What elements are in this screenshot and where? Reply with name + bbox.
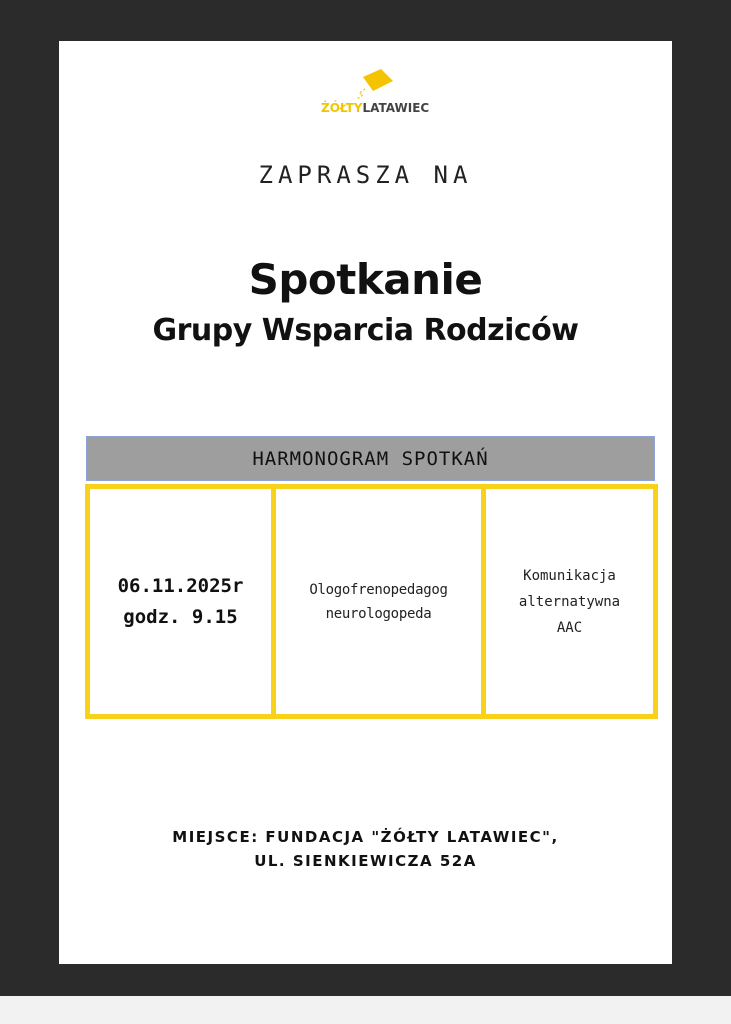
logo: [321, 67, 430, 125]
logo-text-part1: ŻÓŁTY: [321, 101, 363, 115]
schedule-role-2: neurologopeda: [325, 605, 432, 622]
schedule-header: HARMONOGRAM SPOTKAŃ: [86, 436, 655, 481]
place-line-2: UL. SIENKIEWICZA 52A: [254, 852, 477, 870]
invite-text: ZAPRASZA NA: [258, 161, 473, 189]
page-title: Spotkanie: [248, 255, 483, 304]
schedule-time: godz. 9.15: [123, 605, 238, 628]
bottom-strip: [0, 996, 731, 1024]
schedule-role-cell: [276, 489, 486, 714]
schedule-topic-2: alternatywna: [518, 593, 621, 610]
poster-page: [59, 41, 672, 964]
schedule-date: 06.11.2025r: [117, 574, 244, 597]
schedule-table: [85, 484, 658, 719]
schedule-role-1: Ologofrenopedagog: [309, 581, 448, 598]
schedule-topic-1: Komunikacja: [523, 567, 616, 584]
schedule-topic-cell: [486, 489, 653, 714]
kite-icon: [343, 67, 395, 101]
logo-text: [321, 101, 430, 115]
schedule-date-cell: [90, 489, 276, 714]
place-info: [59, 825, 672, 873]
place-line-1: MIEJSCE: FUNDACJA "ŻÓŁTY LATAWIEC",: [172, 828, 559, 846]
schedule-topic-3: AAC: [556, 619, 583, 636]
logo-text-part2: LATAWIEC: [362, 101, 430, 115]
page-subtitle: Grupy Wsparcia Rodziców: [152, 313, 579, 348]
